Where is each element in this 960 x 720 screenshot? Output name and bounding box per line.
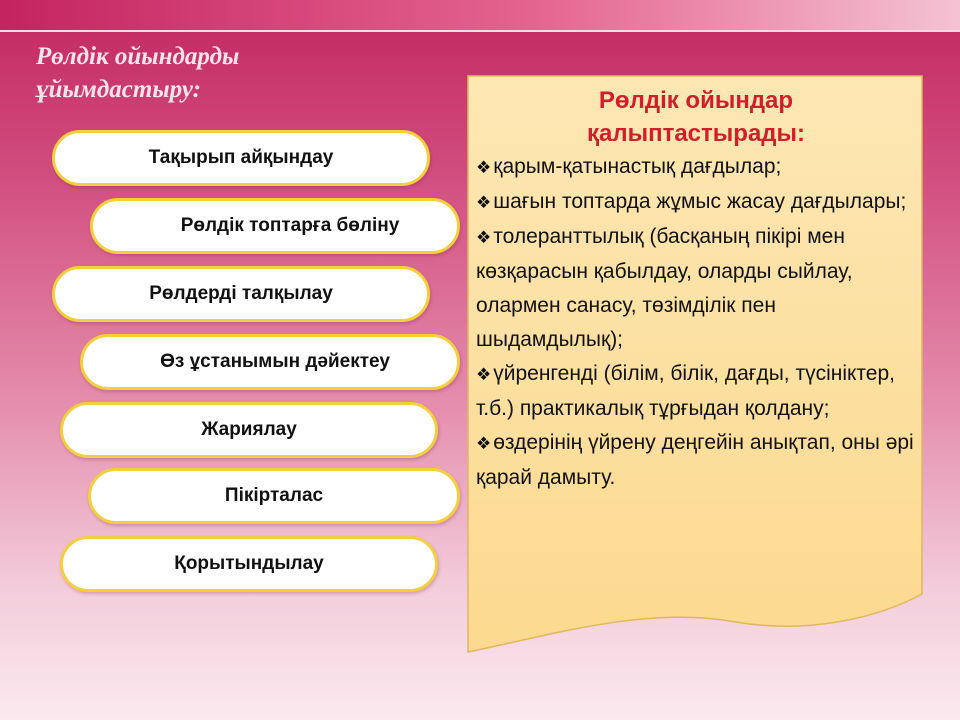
note-bullet-text: шағын топтарда жұмыс жасау дағдылары; xyxy=(493,190,907,213)
step-pill xyxy=(60,402,438,458)
step-label: Қорытындылау xyxy=(174,553,324,574)
top-divider xyxy=(0,30,960,32)
step-label: Рөлдік топтарға бөліну xyxy=(180,215,400,236)
diamond-bullet-icon: ❖ xyxy=(476,365,492,384)
step-pill xyxy=(90,198,460,254)
note-bullet xyxy=(476,220,916,357)
step-pill xyxy=(80,334,460,390)
note-bullet xyxy=(476,357,916,426)
note-content xyxy=(476,84,916,495)
step-label: Пікірталас xyxy=(224,485,324,506)
step-pill xyxy=(88,468,460,524)
diamond-bullet-icon: ❖ xyxy=(476,158,492,177)
diamond-bullet-icon: ❖ xyxy=(476,193,492,212)
note-heading xyxy=(476,84,916,150)
slide-title: Рөлдік ойындарды ұйымдастыру: xyxy=(36,43,240,103)
step-pill xyxy=(52,266,430,322)
note-bullet-text: толеранттылық (басқаның пікірі мен көзқарасын қабылдау, оларды сыйлау, олармен санасу, төзімділік пен шыдамдылық); xyxy=(476,225,853,351)
step-label: Тақырып айқындау xyxy=(148,147,334,168)
note-card xyxy=(466,74,924,654)
diamond-bullet-icon: ❖ xyxy=(476,228,492,247)
step-pill xyxy=(52,130,430,186)
note-bullet xyxy=(476,185,916,220)
note-bullet-text: үйренгенді (білім, білік, дағды, түсініктер, т.б.) практикалық тұрғыдан қолдану; xyxy=(476,362,895,420)
note-bullet xyxy=(476,426,916,495)
note-heading-line1: Рөлдік ойындар xyxy=(598,87,794,114)
step-label: Өз ұстанымын дәйектеу xyxy=(160,351,390,372)
note-bullet-text: өздерінің үйрену деңгейін анықтап, оны әрі қарай дамыту. xyxy=(476,431,914,489)
step-label: Жариялау xyxy=(201,419,297,440)
step-label: Рөлдерді талқылау xyxy=(149,283,333,304)
note-heading-line2: қалыптастырады: xyxy=(586,120,806,147)
note-bullet xyxy=(476,150,916,185)
top-band xyxy=(0,0,960,30)
note-bullet-text: қарым-қатынастық дағдылар; xyxy=(493,155,782,178)
diamond-bullet-icon: ❖ xyxy=(476,434,492,453)
step-pill xyxy=(60,536,438,592)
